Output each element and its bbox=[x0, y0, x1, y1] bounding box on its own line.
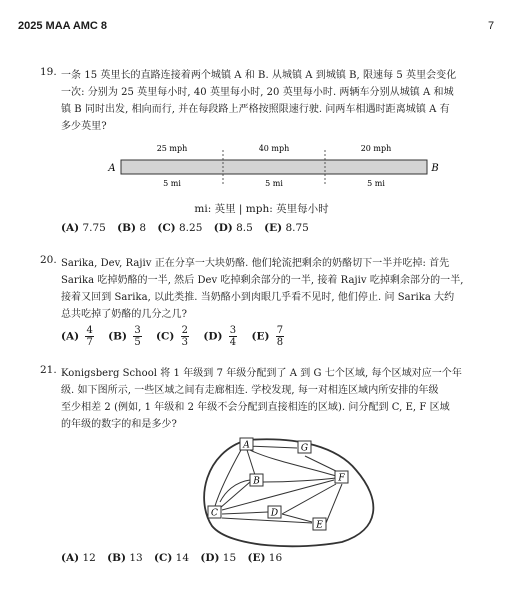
choice-label: (B) bbox=[117, 222, 136, 234]
question-19-line: 一条 15 英里长的直路连接着两个城镇 A 和 B. 从城镇 A 到城镇 B, 限速每 5 英里会变化 bbox=[61, 70, 457, 81]
choice-value: 14 bbox=[175, 552, 190, 564]
choice-fraction: $\frac{4}{7}$ bbox=[86, 325, 93, 348]
question-19-line: 一次: 分别为 25 英里每小时, 40 英里每小时, 20 英里每小时. 两辆车分别从城镇 A 和城 bbox=[61, 87, 454, 98]
graph-edge bbox=[282, 514, 312, 522]
choice-label: (C) bbox=[156, 330, 175, 343]
graph-edge bbox=[222, 512, 268, 514]
graph-node-label: D bbox=[270, 508, 279, 519]
question-21-line: 的年级的数字的和是多少? bbox=[61, 419, 177, 430]
question-20-line: 总共吃掉了奶酪的几分之几? bbox=[61, 309, 188, 320]
graph-edge bbox=[247, 446, 297, 448]
page-header-title: 2025 MAA AMC 8 bbox=[18, 20, 108, 32]
graph-node-label: F bbox=[338, 473, 345, 484]
choice-fraction: $\frac{3}{4}$ bbox=[229, 325, 237, 348]
speed-label: 40 mph bbox=[258, 144, 290, 153]
graph-edge bbox=[250, 450, 336, 476]
question-19-line: 多少英里? bbox=[61, 121, 107, 132]
graph-edge bbox=[326, 484, 342, 523]
road-diagram bbox=[0, 0, 523, 200]
choice-fraction: $\frac{7}{8}$ bbox=[276, 325, 284, 348]
speed-label: 25 mph bbox=[156, 144, 188, 153]
unit-legend: mi: 英里 | mph: 英里每小时 bbox=[194, 203, 329, 215]
question-21-number: 21. bbox=[40, 364, 57, 376]
choice-value: 7.75 bbox=[82, 222, 106, 234]
choice-label: (A) bbox=[61, 222, 80, 234]
choice-fraction: $\frac{3}{5}$ bbox=[134, 325, 141, 348]
choice-label: (A) bbox=[61, 330, 80, 343]
graph-outer-loop bbox=[204, 439, 373, 546]
distance-label: 5 mi bbox=[367, 179, 385, 188]
choice-value: 8 bbox=[139, 222, 147, 234]
choice-label: (D) bbox=[203, 330, 223, 343]
graph-edge bbox=[263, 478, 336, 482]
choice-label: (E) bbox=[264, 222, 283, 234]
graph-edge bbox=[305, 456, 340, 473]
choice-label: (C) bbox=[157, 222, 176, 234]
graph-edge bbox=[247, 450, 255, 475]
corridor-graph bbox=[0, 430, 523, 550]
road-bar bbox=[121, 160, 427, 174]
choice-label: (C) bbox=[154, 552, 173, 564]
graph-node-label: C bbox=[211, 508, 218, 519]
choice-value: 8.25 bbox=[179, 222, 203, 234]
question-20-number: 20. bbox=[40, 254, 57, 266]
question-20-line: 接着又回到 Sarika, 以此类推. 当奶酪小到肉眼几乎看不见时, 他们停止. 问 Sarika 大约 bbox=[61, 292, 455, 303]
question-20-line: Sarika 吃掉奶酪的一半, 然后 Dev 吃掉剩余部分的一半, 接着 Rajiv 吃掉剩余部分的一半, bbox=[61, 275, 464, 286]
graph-node-label: E bbox=[316, 520, 323, 531]
choice-label: (B) bbox=[107, 552, 126, 564]
question-19-number: 19. bbox=[40, 66, 57, 78]
choice-fraction: $\frac{2}{3}$ bbox=[181, 325, 189, 348]
question-19-line: 镇 B 同时出发, 相向而行, 并在每段路上严格按照限速行驶. 问两车相遇时距离城镇 A 有 bbox=[61, 104, 450, 115]
distance-label: 5 mi bbox=[265, 179, 283, 188]
choice-label: (A) bbox=[61, 552, 80, 564]
choice-value: 16 bbox=[268, 552, 283, 564]
choice-label: (E) bbox=[247, 552, 266, 564]
question-20-line: Sarika, Dev, Rajiv 正在分享一大块奶酪. 他们轮流把剩余的奶酪切下一半并吃掉: 首先 bbox=[61, 258, 450, 269]
choice-value: 13 bbox=[129, 552, 143, 564]
choice-value: 8.5 bbox=[236, 222, 253, 234]
question-19-choices bbox=[61, 222, 309, 234]
graph-node-label: B bbox=[253, 476, 260, 487]
choice-label: (E) bbox=[251, 330, 270, 343]
choice-label: (D) bbox=[200, 552, 220, 564]
choice-label: (D) bbox=[213, 222, 233, 234]
choice-value: 8.75 bbox=[285, 222, 309, 234]
town-a-label: A bbox=[108, 163, 116, 174]
graph-edge bbox=[282, 484, 336, 514]
distance-label: 5 mi bbox=[163, 179, 181, 188]
question-21-line: Konigsberg School 将 1 年级到 7 年级分配到了 A 到 G 七个区域, 每个区域对应一个年 bbox=[61, 368, 462, 379]
choice-value: 15 bbox=[222, 552, 237, 564]
speed-label: 20 mph bbox=[360, 144, 392, 153]
question-20-choices bbox=[61, 325, 287, 348]
town-b-label: B bbox=[431, 163, 439, 174]
question-21-choices bbox=[61, 552, 282, 564]
question-21-line: 至少相差 2 (例如, 1 年级和 2 年级不会分配到直接相连的区域). 问分配到 C, E, F 区域 bbox=[61, 402, 450, 413]
page-number: 7 bbox=[488, 20, 495, 32]
question-21-line: 级. 如下图所示, 一些区域之间有走廊相连. 学校发现, 每一对相连区域内所安排的年级 bbox=[61, 385, 439, 396]
graph-node-label: A bbox=[243, 440, 250, 451]
graph-node-label: G bbox=[300, 443, 309, 454]
choice-label: (B) bbox=[108, 330, 127, 343]
choice-value: 12 bbox=[82, 552, 96, 564]
